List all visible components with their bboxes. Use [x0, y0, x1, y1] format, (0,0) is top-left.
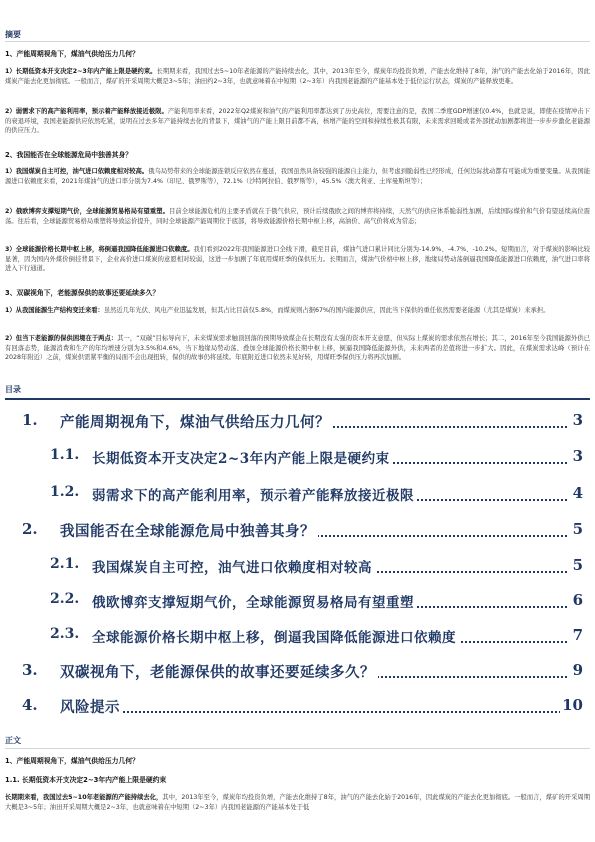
summary-paragraph: [5, 334, 590, 363]
toc-title: 俄欧博弈支撑短期气价，全球能源贸易格局有望重塑: [92, 591, 417, 611]
toc-number: 2.2.: [50, 591, 80, 607]
paragraph-text: 长期期来看，我国过去5~10年老能源的产能持续去化，其中，2013年至今，煤炭年均投资负增，产能去化维持了8年，油气的产能去化始于2016年，因此煤炭产能去化更加彻底。一般而言，煤矿的开采周期大概是3~5年；油田约2~3年，也就意味着在中短期（2~3年）内我国老能源的产能基本处于低位运行状态，煤炭的产能释放更难。: [5, 68, 591, 85]
paragraph-lead: 2）弱需求下的高产能利用率，预示着产能释放接近极限。: [5, 108, 168, 115]
toc-title: 产能周期视角下，煤油气供给压力几何？: [60, 411, 333, 432]
summary-paragraph: [5, 67, 590, 86]
summary-paragraph: [5, 207, 590, 226]
toc-title: 全球能源价格长期中枢上移，倒逼我国降低能源进口依赖度: [92, 626, 459, 646]
toc-rule: [5, 398, 590, 400]
paragraph-lead: 1）长期低资本开支决定2~3年内产能上限是硬约束。: [5, 68, 157, 75]
summary-rule: [5, 41, 590, 42]
paragraph-text: 俄乌局势带来的全球能源连锁反应依然在蔓延，我国虽然具备较强的能源自主能力，但考虑到脆弱性已经形成，任何边际扰动都有可能成为重要变量。从我国能源进口依赖度来看，2021年煤油气的进口率分别为7.4%（印尼、俄罗斯等），72.1%（沙特阿拉伯、俄罗斯等），45.5%（澳大利亚、土库曼斯坦等）；: [5, 168, 591, 185]
summary-paragraph: [5, 167, 590, 186]
paragraph-lead: 2）俄欧博弈支撑短期气价，全球能源贸易格局有望重塑。: [5, 208, 169, 215]
toc-heading: 目录: [5, 385, 21, 394]
toc-number: 2.: [22, 520, 38, 538]
paragraph-lead: 3）全球能源价格长期中枢上移，将倒逼我国降低能源进口依赖度。: [5, 246, 194, 253]
paragraph-text: 目前全球能源危机的主要矛盾就在于俄气供应，预计后续俄欧之间的博弈将持续，天然气的供应体系脆弱性加剧，后续国际煤价和气价有望延续高位震荡。往后看，全球能源贸易格局重塑将导致运价提升，同时全球能源产能周期位于底部，将导致能源价格长期中枢上移，高油价、高气价将成为常态；: [5, 208, 591, 225]
toc-page: 3: [572, 447, 583, 465]
summary-paragraph: [5, 245, 590, 274]
toc-entry[interactable]: [0, 696, 595, 720]
toc-page: 3: [572, 411, 583, 429]
paragraph-text: 其一，“双碳”目标导向下，未来煤炭需求触顶回落的预期导致煤企在长期没有太强的资本开支意愿，但实际上煤炭的需求依然在增长；其二，2016年至今我国能源外供已有回落态势，能源消费和生产的年均增速分别为3.5%和4.6%，当下地缘局势动荡、叠加全球能源价格长期中枢上移，倒逼我国降低能源外供，未来两者的差值将进一步扩大。因此，在煤炭需求达峰（预计在2028年附近）之前，煤炭供需紧平衡的局面不会出现扭转，保供的故事仍将延续。年底附近进口依然未见好转，用煤旺季保供压力将再次加剧。: [5, 335, 590, 362]
body-rule: [5, 748, 590, 749]
toc-entry[interactable]: [0, 520, 595, 544]
summary-paragraph: [5, 107, 590, 136]
body-section-heading: 1、产能周期视角下，煤油气供给压力几何？: [5, 757, 139, 765]
toc-page: 5: [572, 556, 583, 574]
toc-number: 1.: [22, 411, 38, 429]
toc-number: 1.1.: [50, 447, 80, 463]
toc-title: 我国煤炭自主可控，油气进口依赖度相对较高: [92, 556, 375, 576]
summary-heading: 摘要: [5, 30, 21, 39]
toc-number: 2.1.: [50, 556, 80, 572]
toc-title: 我国能否在全球能源危局中独善其身？: [60, 520, 318, 541]
toc-page: 10: [562, 696, 583, 714]
summary-paragraph: [5, 306, 590, 316]
paragraph-text: 我们看到2022年我国能源进口全线下滑，截至目前，煤油气进口累计同比分别为-14.9%、-4.7%、-10.2%。短期而言，对于煤炭的影响比较显著，因为国内外煤价倒挂背景下，企业高价进口煤炭的意愿相对较弱，这进一步加剧了年底用煤旺季的保供压力。长期而言，煤油气价格中枢上移，地缘局势动荡倒逼我国降低能源进口依赖度，油气进口率将进入下行通道。: [5, 246, 590, 273]
toc-entry[interactable]: [0, 626, 595, 650]
toc-page: 5: [572, 520, 583, 538]
toc-entry[interactable]: [0, 556, 595, 580]
toc-entry[interactable]: [0, 411, 595, 435]
body-subsection-heading: 1.1. 长期低资本开支决定2~3年内产能上限是硬约束: [5, 776, 167, 784]
toc-leader: [60, 709, 561, 713]
toc-title: 风险提示: [60, 696, 123, 717]
section-heading: 3、双碳视角下，老能源保供的故事还要延续多久？: [5, 289, 160, 297]
toc-entry[interactable]: [0, 661, 595, 685]
section-heading: 2、我国能否在全球能源危局中独善其身？: [5, 151, 133, 159]
section-heading: 1、产能周期视角下，煤油气供给压力几何？: [5, 50, 139, 58]
toc-title: 双碳视角下，老能源保供的故事还要延续多久？: [60, 661, 378, 682]
toc-page: 6: [572, 591, 583, 609]
paragraph-lead: 2）但当下老能源的保供困境在于两点：: [5, 335, 118, 342]
body-heading: 正文: [5, 736, 21, 745]
toc-number: 2.3.: [50, 626, 80, 642]
toc-number: 4.: [22, 696, 38, 714]
toc-entry[interactable]: [0, 447, 595, 471]
paragraph-text: 其中，2013年至今，煤炭年均投资负增，产能去化维持了8年，油气的产能去化始于2016年，因此煤炭的产能去化更加彻底。一般而言，煤矿的开采周期大概是3~5年；油田开采周期大概是2~3年，也就意味着在中短期（2~3年）内我国老能源的产能基本处于低: [5, 794, 590, 811]
paragraph-lead: 1）我国煤炭自主可控，油气进口依赖度相对较高。: [5, 168, 149, 175]
toc-entry[interactable]: [0, 484, 595, 508]
toc-number: 3.: [22, 661, 38, 679]
paragraph-text: 产能利用率来看，2022年Q2煤炭和油气的产能利用率都达到了历史高位，需要注意的是，我国二季度GDP增速仅0.4%，也就是说，即使在疫情冲击下的衰退环境，我国老能源供应依然吃紧，说明在过去多年产能持续去化的背景下，煤油气的产能上限目前都不高，核增产能的空间和持续性极其有限，未来需求回暖或者外部扰动加剧都将进一步步步激化老能源的供应压力。: [5, 108, 590, 135]
toc-number: 1.2.: [50, 484, 80, 500]
toc-page: 7: [572, 626, 583, 644]
paragraph-text: 虽然近几年光伏、风电产业迅猛发展，但其占比目前仅5.8%，而煤炭则占据67%的国内能源供应，因此当下保供的重任依然需要老能源（尤其是煤炭）来承担。: [103, 307, 550, 314]
body-paragraph: [5, 793, 590, 812]
toc-page: 9: [572, 661, 583, 679]
toc-entry[interactable]: [0, 591, 595, 615]
paragraph-lead: 长期期来看，我国过去5~10年老能源的产能持续去化，: [5, 794, 163, 801]
toc-title: 长期低资本开支决定2~3年内产能上限是硬约束: [92, 447, 393, 467]
paragraph-lead: 1）从我国能源生产结构变迁来看：: [5, 307, 104, 314]
toc-page: 4: [572, 484, 583, 502]
toc-title: 弱需求下的高产能利用率，预示着产能释放接近极限: [92, 484, 417, 504]
